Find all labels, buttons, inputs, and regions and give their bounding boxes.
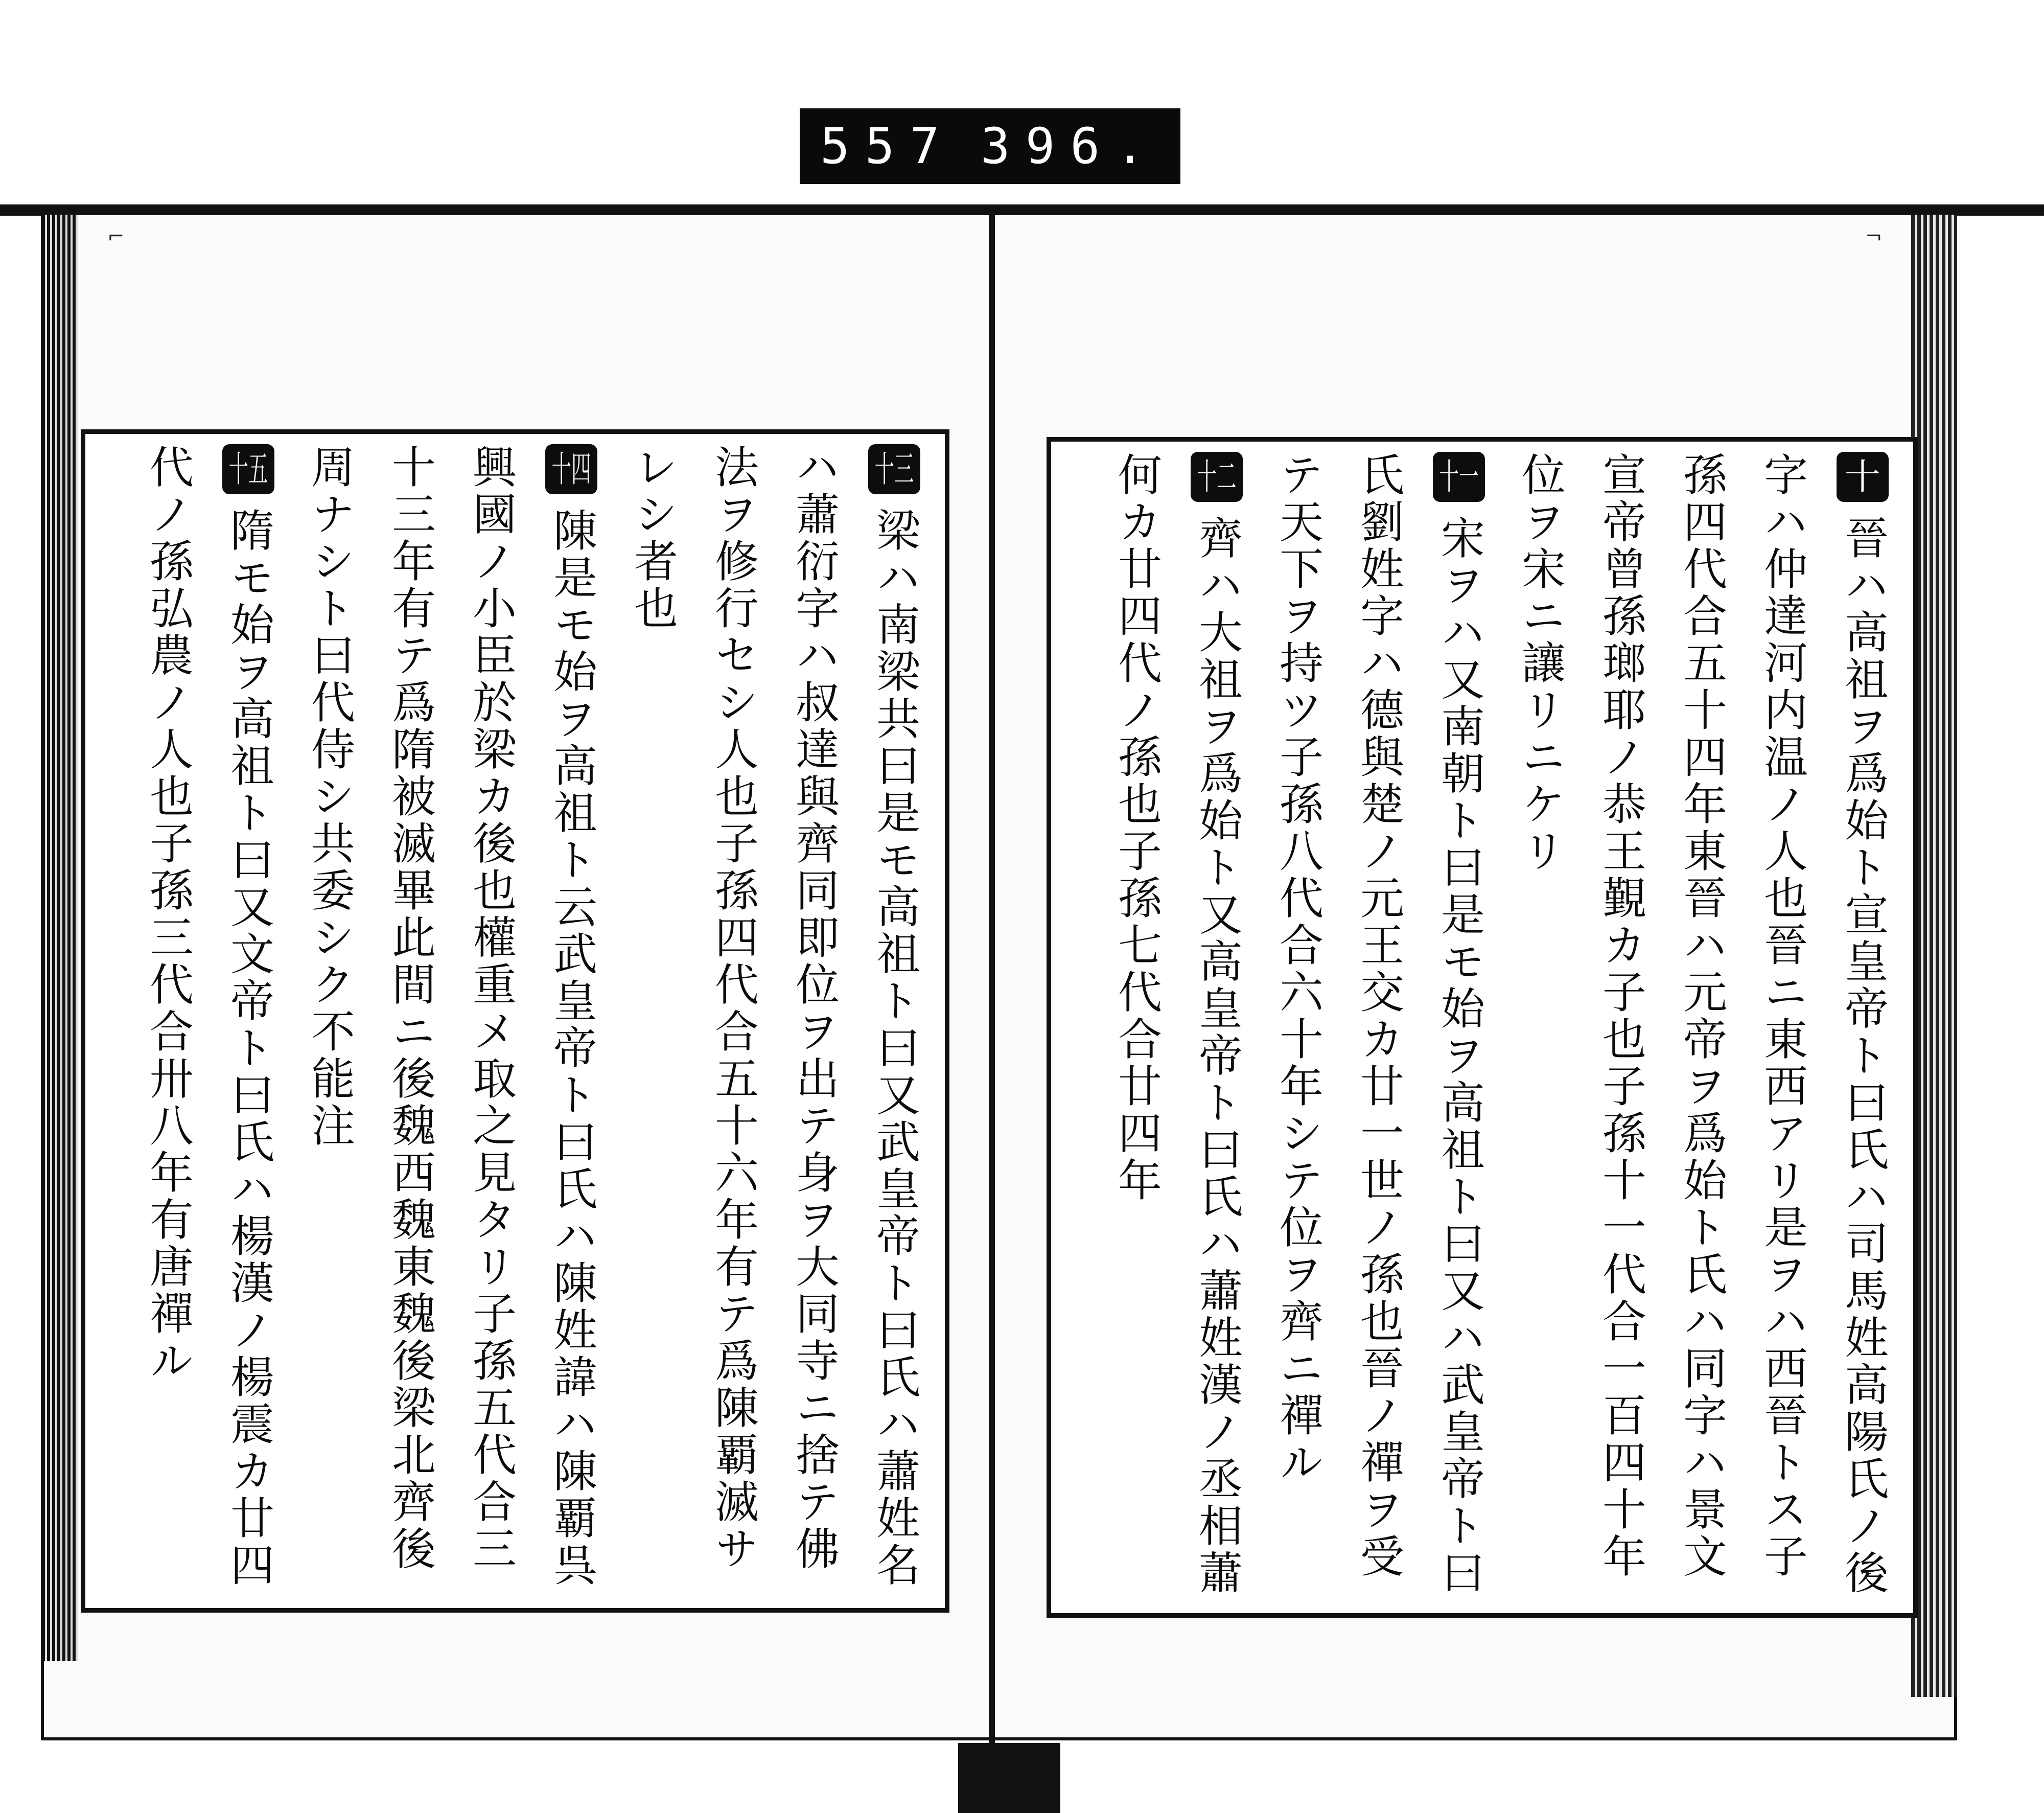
entry-number-badge: 十五 [222,444,274,494]
entry-10 [1514,452,1888,1597]
spine-binding [958,1743,1060,1813]
entry-text: 齊ハ大祖ヲ爲始ト又高皇帝ト曰氏ハ蕭姓漢ノ丞相蕭何カ廿四代ノ孫也子孫七代合廿四年 [1110,452,1242,1597]
archive-number-left: 557 [820,118,955,175]
entry-number-badge: 十三 [868,444,920,494]
book-spine [989,212,995,1776]
left-page-edges [42,215,78,1661]
entry-number-badge: 十四 [545,444,597,494]
entry-number-badge: 十二 [1191,452,1243,502]
entry-text: 陳是モ始ヲ高祖ト云武皇帝ト曰氏ハ陳姓諱ハ陳覇呉興國ノ小臣於梁カ後也權重メ取之見タリ子孫五代合三十三年有テ爲隋被滅畢此間ニ後魏西魏東魏後梁北齊後周ナシト曰代侍シ共委シク不能注 [304,444,597,1589]
entry-text: 晉ハ高祖ヲ爲始ト宣皇帝ト曰氏ハ司馬姓高陽氏ノ後字ハ仲達河内温ノ人也晉ニ東西アリ是ヲハ西晉トス子孫四代合五十四年東晉ハ元帝ヲ爲始ト氏ハ同字ハ景文宣帝曾孫瑯耶ノ恭王覲カ子也子孫十一代合一百四十年位ヲ宋ニ讓リニケリ [1514,452,1888,1597]
left-text-body [96,444,935,1598]
entry-11 [1272,452,1484,1597]
entry-text: 隋モ始ヲ高祖ト曰又文帝ト曰氏ハ楊漢ノ楊震カ廿四代ノ孫弘農ノ人也子孫三代合卅八年有唐禪ル [142,444,274,1589]
entry-15 [142,444,274,1589]
right-page-edges [1911,215,1957,1697]
entry-text: 宋ヲハ又南朝ト曰是モ始ヲ高祖ト曰又ハ武皇帝ト曰氏劉姓字ハ德與楚ノ元王交カ廿一世ノ孫也晉ノ禪ヲ受テ天下ヲ持ツ子孫八代合六十年シテ位ヲ齊ニ禪ル [1272,452,1484,1597]
right-text-body [1061,452,1903,1603]
archive-number-label [800,108,1180,184]
entry-12 [1110,452,1242,1597]
entry-number-badge: 十一 [1433,452,1485,502]
entry-14 [304,444,597,1589]
entry-13 [626,444,920,1589]
entry-number-badge: 十 [1837,452,1889,502]
left-text-frame [81,429,949,1613]
corner-mark-icon: ⌐ [107,225,125,248]
corner-mark-icon: ¬ [1865,225,1883,248]
right-text-frame [1047,437,1918,1618]
archive-number-right: 396. [980,118,1160,175]
entry-text: 梁ハ南梁共曰是モ高祖ト曰又武皇帝ト曰氏ハ蕭姓名ハ蕭衍字ハ叔達與齊同即位ヲ出テ身ヲ大同寺ニ捨テ佛法ヲ修行セシ人也子孫四代合五十六年有テ爲陳覇滅サレシ者也 [626,444,920,1589]
